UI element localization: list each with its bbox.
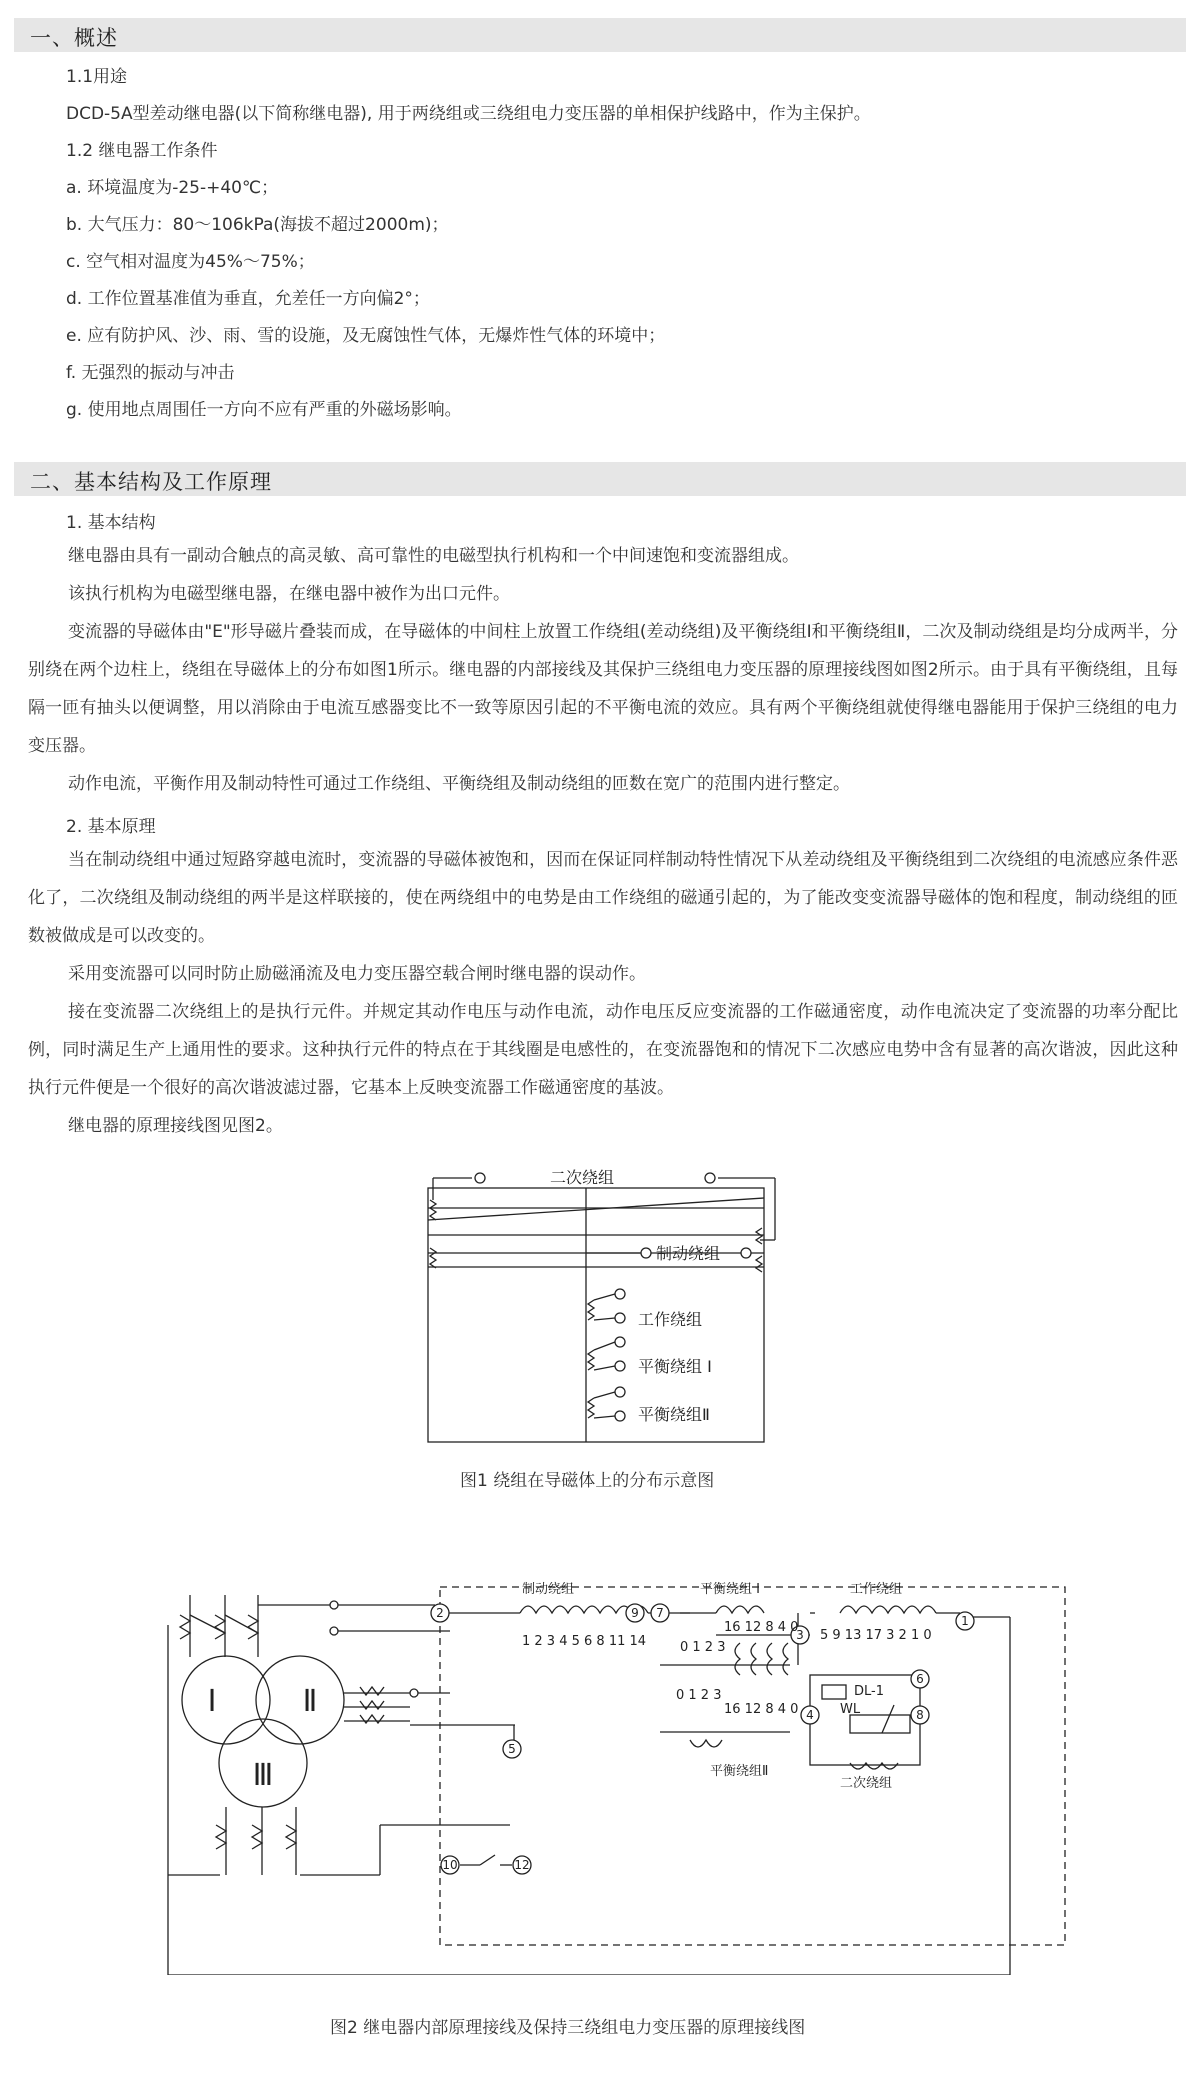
- bal1-tap-numbers-b: 16 12 8 4 0: [724, 1620, 799, 1635]
- condition-item: d. 工作位置基准值为垂直，允差任一方向偏2°；: [66, 289, 430, 309]
- paragraph: 继电器由具有一副动合触点的高灵敏、高可靠性的电磁型执行机构和一个中间速饱和变流器组成。: [68, 546, 799, 566]
- terminal-8: 8: [916, 1708, 924, 1722]
- terminal-9: 9: [631, 1606, 639, 1620]
- condition-item: e. 应有防护风、沙、雨、雪的设施，及无腐蚀性气体，无爆炸性气体的环境中；: [66, 326, 666, 346]
- condition-item: g. 使用地点周围任一方向不应有严重的外磁场影响。: [66, 400, 462, 420]
- brake-tap-numbers: 1 2 3 4 5 6 8 11 14: [522, 1634, 647, 1649]
- label-secondary-winding: 二次绕组: [840, 1776, 893, 1791]
- paragraph: 接在变流器二次绕组上的是执行元件。并规定其动作电压与动作电流，动作电压反应变流器的工作磁通密度，动作电流决定了变流器的功率分配比例，同时满足生产上通用性的要求。这种执行元件的特点在于其线圈是电感性的，在变流器饱和的情况下二次感应电势中含有显著的高次谐波，因此这种执行元件便是一个很好的高次谐波滤过器，它基本上反映变流器工作磁通密度的基波。: [28, 1002, 1178, 1098]
- terminal-2: 2: [436, 1606, 444, 1620]
- label-brake-winding: 制动绕组: [656, 1244, 721, 1263]
- label-balance-winding-2: 平衡绕组Ⅱ: [710, 1764, 769, 1779]
- paragraph: 变流器的导磁体由"E"形导磁片叠装而成，在导磁体的中间柱上放置工作绕组(差动绕组)及平衡绕组Ⅰ和平衡绕组Ⅱ，二次及制动绕组是均分成两半，分别绕在两个边柱上，绕组在导磁体上的分布如图1所示。继电器的内部接线及其保护三绕组电力变压器的原理接线图如图2所示。由于具有平衡绕组，且每隔一匝有抽头以便调整，用以消除由于电流互感器变比不一致等原因引起的不平衡电流的效应。具有两个平衡绕组就使得继电器能用于保护三绕组的电力变压器。: [28, 622, 1178, 756]
- condition-item: b. 大气压力：80～106kPa(海拔不超过2000m)；: [66, 215, 449, 235]
- transformer-winding-1: Ⅰ: [207, 1684, 217, 1719]
- paragraph: 动作电流，平衡作用及制动特性可通过工作绕组、平衡绕组及制动绕组的匝数在宽广的范围内进行整定。: [68, 774, 850, 794]
- purpose-text: DCD-5A型差动继电器(以下简称继电器), 用于两绕组或三绕组电力变压器的单相保护线路中，作为主保护。: [66, 104, 871, 124]
- paragraph: 继电器的原理接线图见图2。: [68, 1116, 283, 1136]
- label-balance-winding-1: 平衡绕组 Ⅰ: [700, 1582, 760, 1597]
- label-work-winding: 工作绕组: [638, 1310, 703, 1329]
- terminal-4: 4: [806, 1708, 814, 1722]
- figure-2-caption: 图2 继电器内部原理接线及保持三绕组电力变压器的原理接线图: [330, 2018, 806, 2038]
- terminal-5: 5: [508, 1742, 516, 1756]
- label-secondary-winding: 二次绕组: [550, 1168, 615, 1187]
- condition-item: c. 空气相对温度为45%～75%；: [66, 252, 315, 272]
- terminal-6: 6: [916, 1672, 924, 1686]
- subheading-conditions: 1.2 继电器工作条件: [66, 141, 218, 161]
- subheading-principle: 2. 基本原理: [66, 817, 156, 837]
- label-brake-winding: 制动绕组: [522, 1582, 575, 1597]
- section-title: 二、基本结构及工作原理: [30, 470, 272, 494]
- section-header-overview: [14, 18, 1186, 52]
- bal2-tap-numbers-b: 16 12 8 4 0: [724, 1702, 799, 1717]
- work-tap-numbers: 5 9 13 17 3 2 1 0: [820, 1628, 932, 1643]
- paragraph: 采用变流器可以同时防止励磁涌流及电力变压器空载合闸时继电器的误动作。: [68, 964, 646, 984]
- terminal-3: 3: [796, 1628, 804, 1642]
- paragraph: 当在制动绕组中通过短路穿越电流时，变流器的导磁体被饱和，因而在保证同样制动特性情况下从差动绕组及平衡绕组到二次绕组的电流感应条件恶化了，二次绕组及制动绕组的两半是这样联接的，使在两绕组中的电势是由工作绕组的磁通引起的，为了能改变变流器导磁体的饱和程度，制动绕组的匝数被做成是可以改变的。: [28, 850, 1178, 946]
- label-wl: WL: [840, 1702, 861, 1717]
- figure-2-wiring-diagram: [150, 1575, 1090, 1975]
- transformer-winding-3: Ⅲ: [252, 1758, 274, 1793]
- figure-1-winding-diagram: [400, 1160, 800, 1450]
- transformer-winding-2: Ⅱ: [302, 1684, 318, 1719]
- label-work-winding: 工作绕组: [850, 1582, 903, 1597]
- terminal-12: 12: [514, 1858, 530, 1872]
- terminal-1: 1: [961, 1614, 969, 1628]
- condition-item: f. 无强烈的振动与冲击: [66, 363, 235, 383]
- section-title: 一、概述: [30, 26, 118, 50]
- terminal-10: 10: [442, 1858, 458, 1872]
- label-dl1: DL-1: [854, 1684, 884, 1699]
- label-balance-winding-1: 平衡绕组 Ⅰ: [638, 1357, 712, 1376]
- figure-1-caption: 图1 绕组在导磁体上的分布示意图: [460, 1471, 715, 1491]
- subheading-purpose: 1.1用途: [66, 67, 128, 87]
- terminal-7: 7: [656, 1606, 664, 1620]
- condition-item: a. 环境温度为-25-+40℃；: [66, 178, 279, 198]
- label-balance-winding-2: 平衡绕组Ⅱ: [638, 1405, 710, 1424]
- bal2-tap-numbers-a: 0 1 2 3: [676, 1688, 722, 1703]
- section-header-structure: [14, 462, 1186, 496]
- paragraph: 该执行机构为电磁型继电器，在继电器中被作为出口元件。: [68, 584, 510, 604]
- bal1-tap-numbers-a: 0 1 2 3: [680, 1640, 726, 1655]
- subheading-structure: 1. 基本结构: [66, 513, 156, 533]
